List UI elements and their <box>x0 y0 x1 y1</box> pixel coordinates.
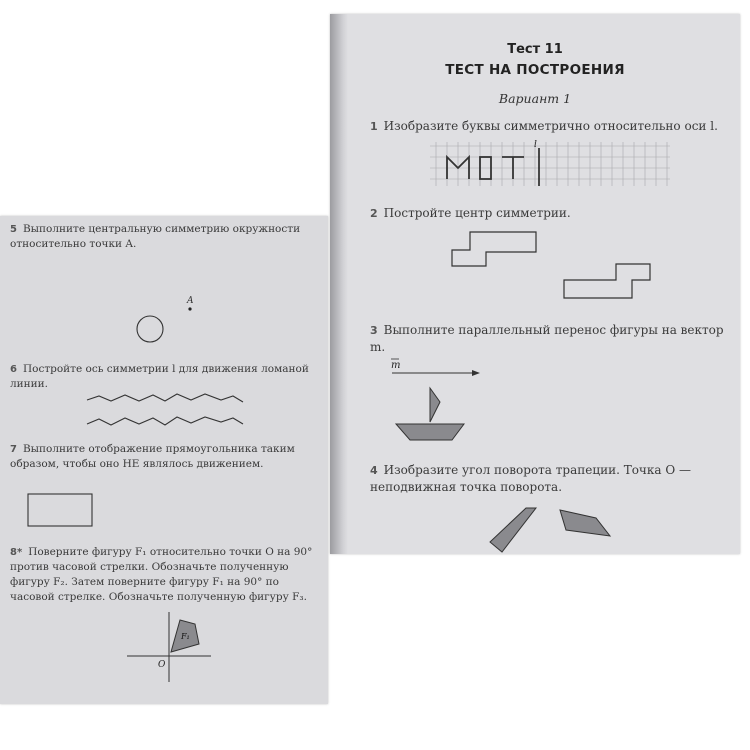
polygon-lower <box>564 264 650 298</box>
task-1-text: Изобразите буквы симметрично относительно оси l. <box>383 119 718 133</box>
task-4 <box>370 462 730 496</box>
test-subtitle: ТЕСТ НА ПОСТРОЕНИЯ <box>445 62 625 78</box>
boat-hull <box>396 424 464 440</box>
task-6-figure <box>85 388 250 433</box>
task-7-number: 7 <box>10 444 17 455</box>
task-3-figure <box>388 358 488 444</box>
boat-sail <box>430 388 440 422</box>
rectangle-shape <box>28 494 92 526</box>
vector-m-label: m <box>391 360 401 371</box>
task-7 <box>10 442 310 472</box>
task-2 <box>370 205 730 222</box>
polygon-upper <box>452 232 536 266</box>
vector-m-arrowhead <box>472 370 480 376</box>
task-6-text: Постройте ось симметрии l для движения ломаной линии. <box>10 363 309 390</box>
task-1-figure <box>428 140 672 188</box>
axis-l-label: l <box>534 140 537 150</box>
task-4-figure <box>486 506 616 556</box>
task-8 <box>10 545 315 605</box>
task-8-text: Поверните фигуру F₁ относительно точки O на 90° против часовой стрелки. Обозначьте полученную фигуру F₂. Затем поверните фигуру F₁ на 90° по часовой стрелке. Обозначьте полученную фигуру F₃. <box>10 546 313 603</box>
variant-label: Вариант 1 <box>498 91 572 106</box>
task-3-number: 3 <box>370 324 378 337</box>
task-5-text: Выполните центральную симметрию окружности относительно точки A. <box>10 223 301 250</box>
zigzag-line-lower <box>87 417 243 425</box>
point-o-label: O <box>158 660 166 670</box>
figure-f1-label: F₁ <box>181 632 190 641</box>
task-4-number: 4 <box>370 464 378 477</box>
test-title: Тест 11 <box>507 42 563 57</box>
zigzag-line-upper <box>87 394 243 402</box>
task-1 <box>370 118 730 135</box>
task-3-text: Выполните параллельный перенос фигуры на вектор m. <box>370 323 724 354</box>
task-4-text: Изобразите угол поворота трапеции. Точка O — неподвижная точка поворота. <box>370 463 691 494</box>
task-7-figure <box>26 492 96 528</box>
point-a <box>188 307 191 310</box>
grid <box>430 142 670 186</box>
task-8-number: 8* <box>10 547 23 558</box>
task-5-number: 5 <box>10 224 17 235</box>
trapezoid-right <box>560 510 610 536</box>
task-7-text: Выполните отображение прямоугольника таким образом, чтобы оно НЕ являлось движением. <box>10 443 295 470</box>
task-5 <box>10 222 310 252</box>
task-5-figure <box>120 290 220 350</box>
task-2-figure <box>448 226 658 304</box>
task-8-figure <box>125 610 215 685</box>
task-1-number: 1 <box>370 120 378 133</box>
trapezoid-left <box>490 508 536 552</box>
task-2-text: Постройте центр симметрии. <box>383 206 571 220</box>
task-2-number: 2 <box>370 207 378 220</box>
point-a-label: A <box>187 296 194 306</box>
circle-shape <box>137 316 163 342</box>
task-6-number: 6 <box>10 364 17 375</box>
task-3 <box>370 322 730 356</box>
